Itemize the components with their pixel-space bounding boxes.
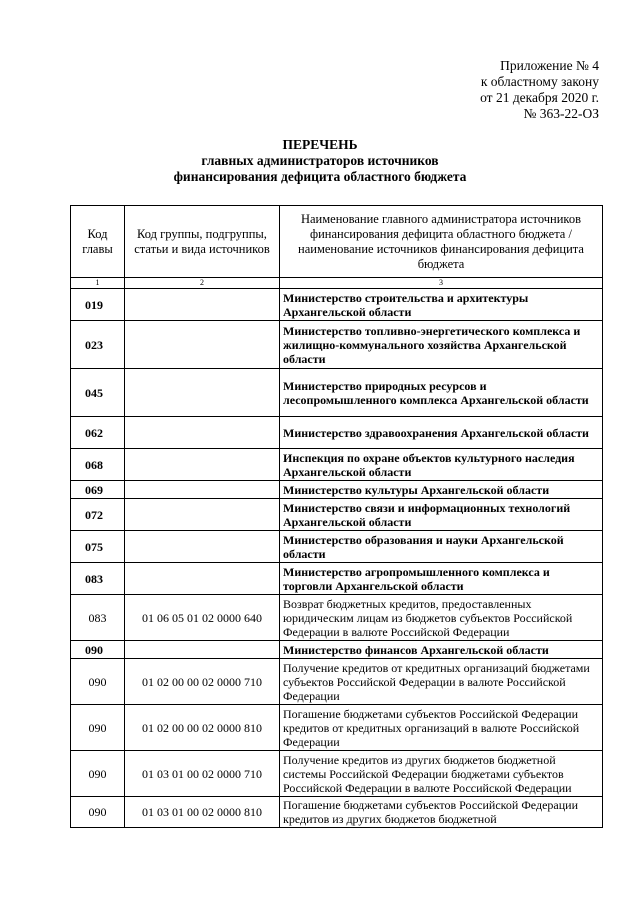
table-row — [71, 705, 603, 751]
row-code: 090 — [71, 751, 125, 797]
row-name: Министерство здравоохранения Архангельской области — [280, 417, 603, 449]
row-source: 01 02 00 00 02 0000 810 — [125, 705, 280, 751]
table-row — [71, 751, 603, 797]
table-row — [71, 531, 603, 563]
row-source — [125, 417, 280, 449]
table-header-row — [71, 206, 603, 278]
row-name: Министерство образования и науки Архангельской области — [280, 531, 603, 563]
table-row — [71, 289, 603, 321]
row-source: 01 02 00 00 02 0000 710 — [125, 659, 280, 705]
row-name: Получение кредитов от кредитных организаций бюджетами субъектов Российской Федерации в валюте Российской Федерации — [280, 659, 603, 705]
header-code: Код главы — [71, 206, 125, 278]
row-code: 045 — [71, 369, 125, 417]
row-code: 083 — [71, 563, 125, 595]
row-code: 072 — [71, 499, 125, 531]
title-line-2: главных администраторов источников — [201, 153, 439, 168]
row-name: Министерство агропромышленного комплекса и торговли Архангельской области — [280, 563, 603, 595]
row-source: 01 03 01 00 02 0000 810 — [125, 797, 280, 828]
row-name: Получение кредитов из других бюджетов бюджетной системы Российской Федерации бюджетами субъектов Российской Федерации в валюте Российской Федерации — [280, 751, 603, 797]
table-row — [71, 659, 603, 705]
row-code: 090 — [71, 659, 125, 705]
row-code: 090 — [71, 641, 125, 659]
appendix-line-1: Приложение № 4 — [500, 58, 599, 73]
header-source-code: Код группы, подгруппы, статьи и вида источников — [125, 206, 280, 278]
table-row — [71, 481, 603, 499]
column-number: 2 — [125, 278, 280, 289]
document-title — [0, 137, 640, 185]
table-row — [71, 369, 603, 417]
row-code: 090 — [71, 797, 125, 828]
table-row — [71, 563, 603, 595]
row-code: 069 — [71, 481, 125, 499]
row-code: 023 — [71, 321, 125, 369]
row-name: Инспекция по охране объектов культурного наследия Архангельской области — [280, 449, 603, 481]
row-source — [125, 563, 280, 595]
row-name: Погашение бюджетами субъектов Российской Федерации кредитов от кредитных организаций в валюте Российской Федерации — [280, 705, 603, 751]
row-code: 068 — [71, 449, 125, 481]
row-code: 075 — [71, 531, 125, 563]
row-source — [125, 481, 280, 499]
row-source — [125, 321, 280, 369]
row-name: Министерство природных ресурсов и лесопромышленного комплекса Архангельской области — [280, 369, 603, 417]
row-name: Министерство финансов Архангельской области — [280, 641, 603, 659]
column-number: 1 — [71, 278, 125, 289]
table-row — [71, 321, 603, 369]
title-line-1: ПЕРЕЧЕНЬ — [282, 137, 358, 152]
table-row — [71, 797, 603, 828]
row-source: 01 03 01 00 02 0000 710 — [125, 751, 280, 797]
appendix-header — [480, 58, 599, 122]
table-row — [71, 417, 603, 449]
administrators-table — [70, 205, 603, 828]
row-source — [125, 369, 280, 417]
appendix-line-3: от 21 декабря 2020 г. — [480, 90, 599, 105]
table-row — [71, 595, 603, 641]
table-row — [71, 499, 603, 531]
title-line-3: финансирования дефицита областного бюджета — [173, 169, 467, 184]
column-number: 3 — [280, 278, 603, 289]
row-name: Министерство топливно-энергетического комплекса и жилищно-коммунального хозяйства Архангельской области — [280, 321, 603, 369]
table-row — [71, 449, 603, 481]
row-name: Погашение бюджетами субъектов Российской Федерации кредитов из других бюджетов бюджетной — [280, 797, 603, 828]
row-name: Министерство культуры Архангельской области — [280, 481, 603, 499]
header-name: Наименование главного администратора источников финансирования дефицита областного бюджета / наименование источников финансирования дефицита бюджета — [280, 206, 603, 278]
row-source: 01 06 05 01 02 0000 640 — [125, 595, 280, 641]
row-code: 019 — [71, 289, 125, 321]
row-name: Возврат бюджетных кредитов, предоставленных юридическим лицам из бюджетов субъектов Российской Федерации в валюте Российской Федерации — [280, 595, 603, 641]
row-source — [125, 531, 280, 563]
row-code: 090 — [71, 705, 125, 751]
row-source — [125, 449, 280, 481]
appendix-line-2: к областному закону — [480, 74, 599, 89]
row-name: Министерство строительства и архитектуры Архангельской области — [280, 289, 603, 321]
row-source — [125, 499, 280, 531]
row-code: 062 — [71, 417, 125, 449]
row-code: 083 — [71, 595, 125, 641]
table-row — [71, 641, 603, 659]
row-name: Министерство связи и информационных технологий Архангельской области — [280, 499, 603, 531]
row-source — [125, 289, 280, 321]
column-number-row — [71, 278, 603, 289]
appendix-line-4: № 363-22-ОЗ — [523, 106, 599, 121]
row-source — [125, 641, 280, 659]
